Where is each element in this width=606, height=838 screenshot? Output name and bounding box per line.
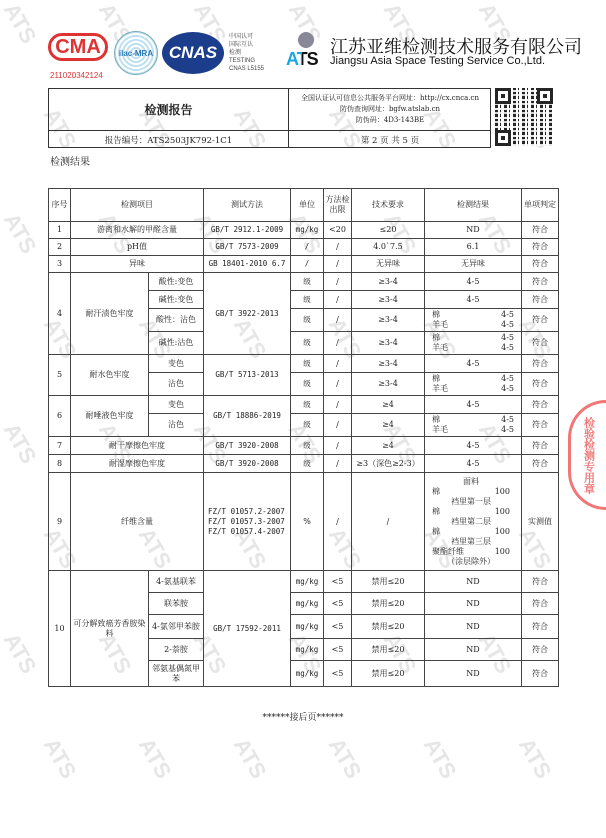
header-no: 序号 xyxy=(49,189,71,222)
cell: <5 xyxy=(324,661,352,687)
query-url: 防伪查询网址：bgfw.atslab.cn xyxy=(339,105,441,113)
cell: 游离和水解的甲醛含量 xyxy=(71,222,204,239)
header-limit: 方法检出限 xyxy=(324,189,352,222)
cell: <5 xyxy=(324,639,352,661)
report-title: 检测报告 xyxy=(49,89,289,131)
cell: 符合 xyxy=(522,239,559,256)
cell: % xyxy=(291,473,324,571)
cell: 4-氯邻甲苯胺 xyxy=(149,615,204,639)
cell: ≥3-4 xyxy=(352,373,425,396)
cell: 禁用≤20 xyxy=(352,571,425,593)
header-item: 检测项目 xyxy=(71,189,204,222)
qr-code xyxy=(495,88,553,146)
report-number: 报告编号：ATS2503JK792-1C1 xyxy=(49,131,289,148)
cell: GB 18401-2010 6.7 xyxy=(204,256,291,273)
cell: / xyxy=(324,309,352,332)
cell: mg/kg xyxy=(291,571,324,593)
cell: 耐水色牢度 xyxy=(71,355,149,396)
cell: ≥3-4 xyxy=(352,291,425,309)
cell: 符合 xyxy=(522,256,559,273)
ats-watermark xyxy=(515,734,556,781)
cell: <5 xyxy=(324,593,352,615)
cell: 2 xyxy=(49,239,71,256)
ilac-mra-logo: ilac-MRA xyxy=(114,31,158,75)
cell: 异味 xyxy=(71,256,204,273)
cell: 酸性：沾色 xyxy=(149,309,204,332)
cell: 级 xyxy=(291,396,324,414)
globe-icon xyxy=(298,32,314,48)
cell: 碱性:沾色 xyxy=(149,332,204,355)
cell: 沾色 xyxy=(149,414,204,437)
ats-watermark xyxy=(325,734,366,781)
cell: ≥4 xyxy=(352,437,425,455)
ats-watermark xyxy=(0,209,40,256)
result-cell: 棉 4-5 羊毛 4-5 xyxy=(425,414,522,437)
cell: / xyxy=(291,256,324,273)
company-name-cn: 江苏亚维检测技术服务有限公司 xyxy=(330,37,582,58)
cell: 4.0`7.5 xyxy=(352,239,425,256)
cnas-logo: CNAS xyxy=(162,32,224,74)
cell: 无异味 xyxy=(352,256,425,273)
cell: 符合 xyxy=(522,396,559,414)
cell: 符合 xyxy=(522,355,559,373)
cell: pH值 xyxy=(71,239,204,256)
cell: 符合 xyxy=(522,437,559,455)
cell: 级 xyxy=(291,414,324,437)
cell: ≤20 xyxy=(352,222,425,239)
table-row xyxy=(49,273,559,291)
cell: 符合 xyxy=(522,615,559,639)
ats-watermark xyxy=(0,629,40,676)
cell: 符合 xyxy=(522,639,559,661)
table-row xyxy=(49,571,559,593)
cell: 6 xyxy=(49,396,71,437)
cell: 符合 xyxy=(522,373,559,396)
cell: GB/T 3920-2008 xyxy=(204,437,291,455)
cell: / xyxy=(324,256,352,273)
cell: 符合 xyxy=(522,661,559,687)
result-cell: 棉 4-5 羊毛 4-5 xyxy=(425,373,522,396)
cell: 级 xyxy=(291,437,324,455)
cell: mg/kg xyxy=(291,615,324,639)
cell: 耐干摩擦色牢度 xyxy=(71,437,204,455)
cell: ND xyxy=(425,639,522,661)
platform-url: 全国认证认可信息公共服务平台网址：http://cx.cnca.cn xyxy=(301,94,479,102)
report-header xyxy=(48,88,491,148)
cell: GB/T 3922-2013 xyxy=(204,273,291,355)
cell: / xyxy=(291,239,324,256)
cell: ≥3-4 xyxy=(352,309,425,332)
cell: mg/kg xyxy=(291,661,324,687)
cell: 级 xyxy=(291,355,324,373)
cell: 实测值 xyxy=(522,473,559,571)
header-verdict: 单项判定 xyxy=(522,189,559,222)
cell: / xyxy=(324,473,352,571)
cell: 无异味 xyxy=(425,256,522,273)
ats-watermark xyxy=(0,419,40,466)
cell: 符合 xyxy=(522,593,559,615)
cell: 符合 xyxy=(522,332,559,355)
cell: 级 xyxy=(291,291,324,309)
official-stamp: 检验检测专用章 xyxy=(568,400,606,510)
cell: 5 xyxy=(49,355,71,396)
cell: 10 xyxy=(49,571,71,687)
ats-watermark xyxy=(0,0,40,45)
table-row xyxy=(49,473,559,571)
ats-watermark xyxy=(40,734,81,781)
ats-watermark xyxy=(135,734,176,781)
results-table xyxy=(48,188,559,687)
cell: / xyxy=(324,355,352,373)
cell: ND xyxy=(425,571,522,593)
cell: mg/kg xyxy=(291,222,324,239)
cell: 级 xyxy=(291,332,324,355)
header-result: 检测结果 xyxy=(425,189,522,222)
cell: ND xyxy=(425,615,522,639)
cell: 4-5 xyxy=(425,455,522,473)
cell: GB/T 7573-2009 xyxy=(204,239,291,256)
page-indicator: 第 2 页 共 5 页 xyxy=(360,135,420,146)
anti-fake-code: 防伪码：4D3-143BE xyxy=(355,116,425,124)
cell: 符合 xyxy=(522,222,559,239)
cell: ≥3-4 xyxy=(352,355,425,373)
cell: 联苯胺 xyxy=(149,593,204,615)
cell: 1 xyxy=(49,222,71,239)
cell: 8 xyxy=(49,455,71,473)
cell: / xyxy=(324,332,352,355)
cell: 4-5 xyxy=(425,355,522,373)
cell: 级 xyxy=(291,273,324,291)
cell: 3 xyxy=(49,256,71,273)
cell: / xyxy=(324,414,352,437)
cell: GB/T 17592-2011 xyxy=(204,571,291,687)
ats-logo: ATS xyxy=(286,32,326,72)
cell: 变色 xyxy=(149,396,204,414)
cell: <5 xyxy=(324,571,352,593)
cell: GB/T 2912.1-2009 xyxy=(204,222,291,239)
cell: ≥4 xyxy=(352,414,425,437)
cell: GB/T 18886-2019 xyxy=(204,396,291,437)
cell: 级 xyxy=(291,309,324,332)
cell: / xyxy=(324,291,352,309)
cell: ND xyxy=(425,222,522,239)
cell: GB/T 3920-2008 xyxy=(204,455,291,473)
cell: 符合 xyxy=(522,455,559,473)
table-row xyxy=(49,437,559,455)
cell: 4-5 xyxy=(425,291,522,309)
header-requirement: 技术要求 xyxy=(352,189,425,222)
cell: 级 xyxy=(291,455,324,473)
cell: ND xyxy=(425,661,522,687)
cell: GB/T 5713-2013 xyxy=(204,355,291,396)
company-name-en: Jiangsu Asia Space Testing Service Co.,Ltd. xyxy=(330,55,546,67)
cell: ≥4 xyxy=(352,396,425,414)
cell: ND xyxy=(425,593,522,615)
table-row xyxy=(49,222,559,239)
table-row xyxy=(49,239,559,256)
cell: 9 xyxy=(49,473,71,571)
cell: / xyxy=(324,396,352,414)
ats-watermark xyxy=(420,734,461,781)
cell: ≥3-4 xyxy=(352,273,425,291)
cell: 6.1 xyxy=(425,239,522,256)
cell: <20 xyxy=(324,222,352,239)
cell: / xyxy=(324,437,352,455)
continued-note: ******接后页****** xyxy=(262,713,344,723)
cell: 邻氨基偶氮甲苯 xyxy=(149,661,204,687)
cell: 4-5 xyxy=(425,273,522,291)
cell: 4-5 xyxy=(425,437,522,455)
cell: 变色 xyxy=(149,355,204,373)
cell: 酸性:变色 xyxy=(149,273,204,291)
cell: ≥3（深色≥2-3） xyxy=(352,455,425,473)
cell: ≥3-4 xyxy=(352,332,425,355)
header-method: 测试方法 xyxy=(204,189,291,222)
cell: 沾色 xyxy=(149,373,204,396)
cnas-text: 中国认可 国际互认 检测 TESTING CNAS L5155 xyxy=(229,34,265,72)
cell: <5 xyxy=(324,615,352,639)
cell: / xyxy=(324,455,352,473)
ats-watermark xyxy=(230,734,271,781)
section-title: 检测结果 xyxy=(50,157,90,168)
cell: 符合 xyxy=(522,414,559,437)
cell: 符合 xyxy=(522,291,559,309)
cell: 符合 xyxy=(522,571,559,593)
result-cell: 棉 4-5 羊毛 4-5 xyxy=(425,309,522,332)
table-row xyxy=(49,256,559,273)
cell: 符合 xyxy=(522,273,559,291)
fiber-result-cell: 面料 棉 100 裆里第一层 棉 100 裆里第二层 棉 100 裆里第三层 聚酯纤维 100 （涂层除外） xyxy=(425,473,522,571)
result-cell: 棉 4-5 羊毛 4-5 xyxy=(425,332,522,355)
cell: 级 xyxy=(291,373,324,396)
cell: 耐唾液色牢度 xyxy=(71,396,149,437)
cell: / xyxy=(324,239,352,256)
method-cell: FZ/T 01057.2-2007 FZ/T 01057.3-2007 FZ/T 01057.4-2007 xyxy=(204,473,291,571)
cell: 符合 xyxy=(522,309,559,332)
cell: 纤维含量 xyxy=(71,473,204,571)
cell: 7 xyxy=(49,437,71,455)
cell: mg/kg xyxy=(291,593,324,615)
cell: 2-萘胺 xyxy=(149,639,204,661)
cell: / xyxy=(352,473,425,571)
cell: / xyxy=(324,273,352,291)
cell: / xyxy=(324,373,352,396)
cma-number: 211020342124 xyxy=(50,71,103,80)
cell: 禁用≤20 xyxy=(352,615,425,639)
header-unit: 单位 xyxy=(291,189,324,222)
cell: 碱性:变色 xyxy=(149,291,204,309)
cell: 耐汗渍色牢度 xyxy=(71,273,149,355)
cell: 可分解致癌芳香胺染料 xyxy=(71,571,149,687)
cell: 4 xyxy=(49,273,71,355)
table-row xyxy=(49,396,559,414)
table-header-row xyxy=(49,189,559,222)
cma-logo: CMA xyxy=(48,33,108,61)
cell: mg/kg xyxy=(291,639,324,661)
cell: 4-5 xyxy=(425,396,522,414)
table-row xyxy=(49,355,559,373)
table-row xyxy=(49,455,559,473)
cell: 禁用≤20 xyxy=(352,593,425,615)
cell: 4-氨基联苯 xyxy=(149,571,204,593)
cell: 禁用≤20 xyxy=(352,639,425,661)
cell: 耐湿摩擦色牢度 xyxy=(71,455,204,473)
cell: 禁用≤20 xyxy=(352,661,425,687)
